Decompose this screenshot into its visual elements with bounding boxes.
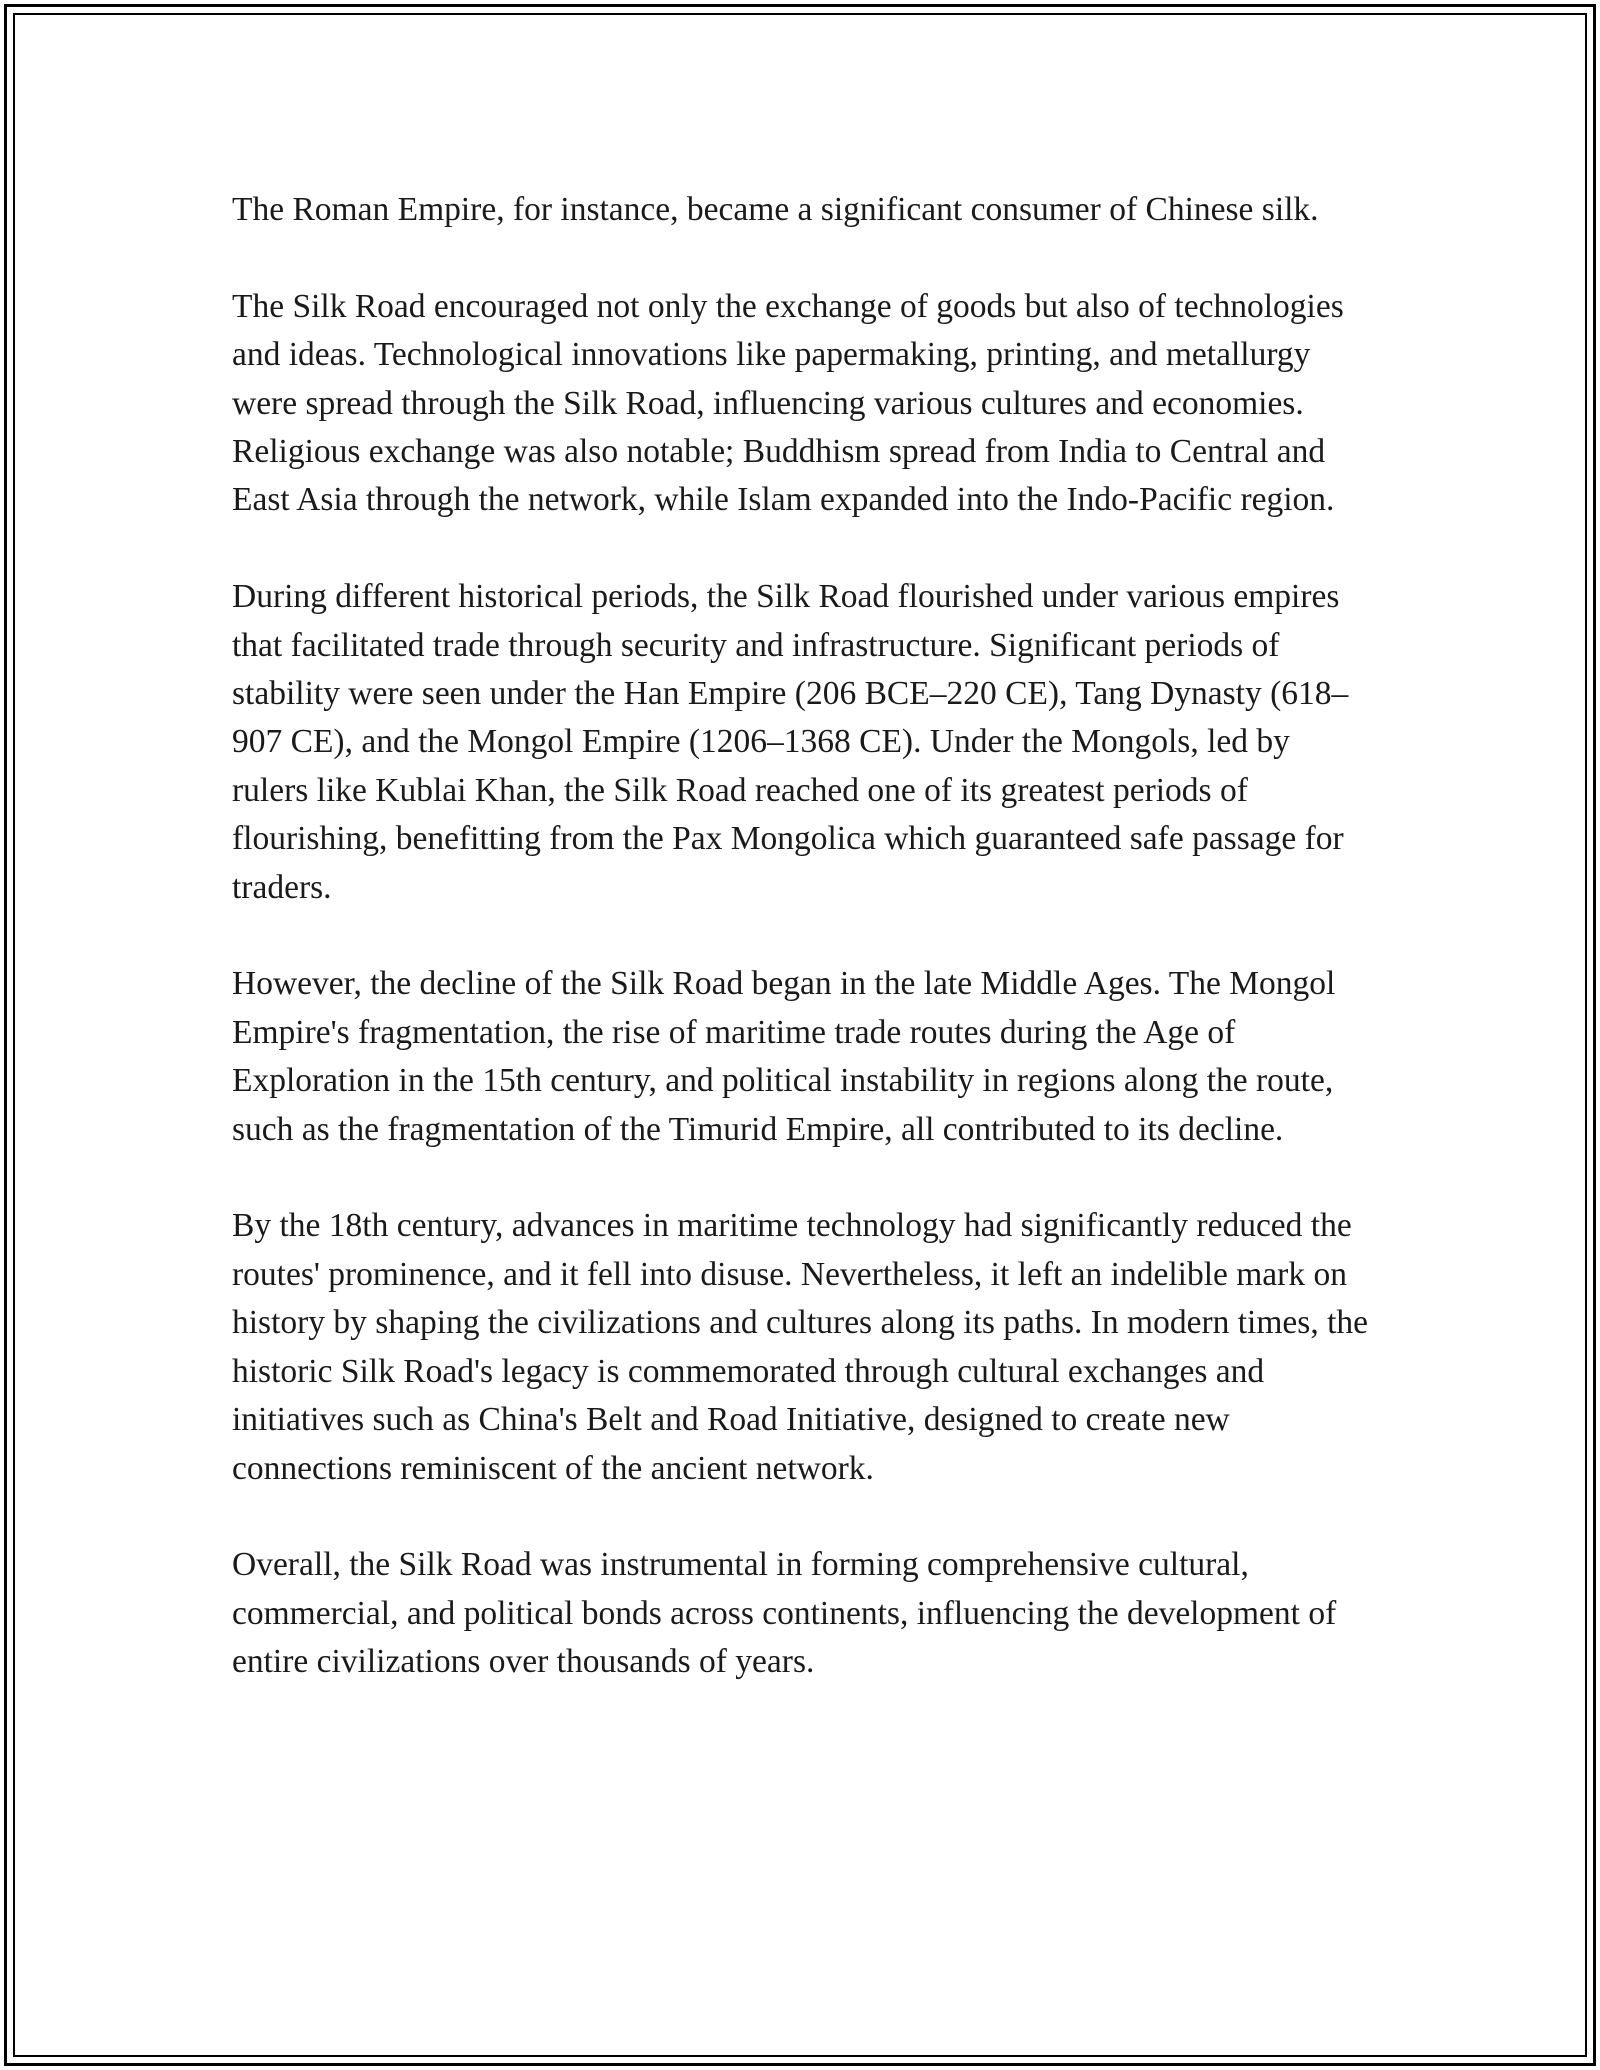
paragraph: During different historical periods, the Silk Road flourished under various empires that facilitated trade through security and infrastructure. Significant periods of stability were seen under the Han Empire (206 BCE–220 CE), Tang Dynasty (618–907 CE), and the Mongol Empire (1206–1368 CE). Under the Mongols, led by rulers like Kublai Khan, the Silk Road reached one of its greatest periods of flourishing, benefitting from the Pax Mongolica which guaranteed safe passage for traders. bbox=[232, 578, 1349, 906]
document-body bbox=[232, 186, 1372, 1735]
paragraph: However, the decline of the Silk Road began in the late Middle Ages. The Mongol Empire's fragmentation, the rise of maritime trade routes during the Age of Exploration in the 15th century, and political instability in regions along the route, such as the fragmentation of the Timurid Empire, all contributed to its decline. bbox=[232, 965, 1336, 1148]
paragraph: The Silk Road encouraged not only the exchange of goods but also of technologies and ideas. Technological innovations like papermaking, printing, and metallurgy were spread through the Silk Road, influencing various cultures and economies. Religious exchange was also notable; Buddhism spread from India to Central and East Asia through the network, while Islam expanded into the Indo-Pacific region. bbox=[232, 287, 1344, 519]
paragraph: By the 18th century, advances in maritime technology had significantly reduced the routes' prominence, and it fell into disuse. Nevertheless, it left an indelible mark on history by shaping the civilizations and cultures along its paths. In modern times, the historic Silk Road's legacy is commemorated through cultural exchanges and initiatives such as China's Belt and Road Initiative, designed to create new connections reminiscent of the ancient network. bbox=[232, 1207, 1369, 1487]
paragraph: Overall, the Silk Road was instrumental in forming comprehensive cultural, commercial, and political bonds across continents, influencing the development of entire civilizations over thousands of years. bbox=[232, 1546, 1337, 1681]
paragraph: The Roman Empire, for instance, became a significant consumer of Chinese silk. bbox=[232, 191, 1319, 228]
